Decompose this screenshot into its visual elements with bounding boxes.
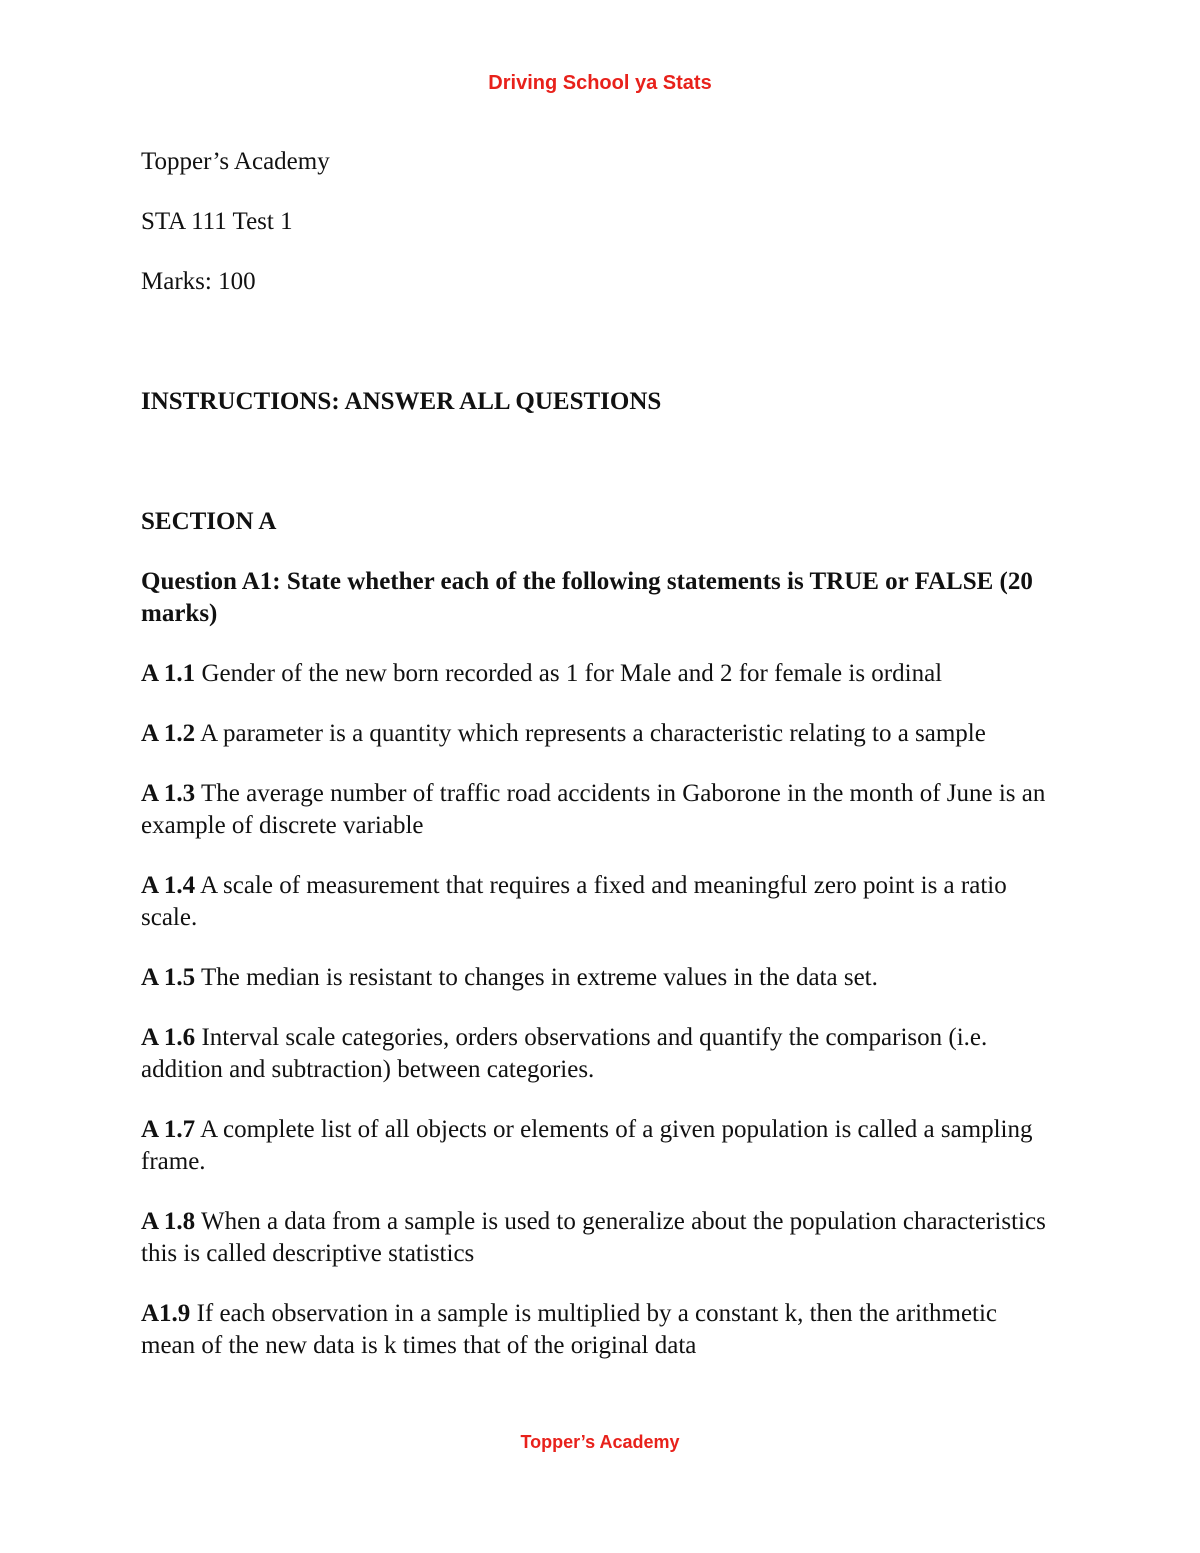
statement-text: A parameter is a quantity which represents a characteristic relating to a sample bbox=[200, 720, 986, 747]
instructions-heading: INSTRUCTIONS: ANSWER ALL QUESTIONS bbox=[141, 388, 662, 415]
statement-text: The median is resistant to changes in extreme values in the data set. bbox=[201, 964, 878, 991]
statement-item bbox=[141, 778, 1051, 842]
statement-number: A 1.4 bbox=[141, 872, 196, 899]
statement-list bbox=[141, 658, 1051, 1362]
statement-item bbox=[141, 870, 1051, 934]
statement-number: A 1.7 bbox=[141, 1116, 196, 1143]
statement-text: A complete list of all objects or elements of a given population is called a sampling frame. bbox=[141, 1116, 1033, 1175]
question-heading: Question A1: State whether each of the following statements is TRUE or FALSE (20 marks) bbox=[141, 568, 1033, 627]
academy-name: Topper’s Academy bbox=[141, 148, 330, 175]
statement-item bbox=[141, 1114, 1051, 1178]
statement-text: If each observation in a sample is multiplied by a constant k, then the arithmetic mean of the new data is k times that of the original data bbox=[141, 1300, 998, 1359]
statement-text: When a data from a sample is used to generalize about the population characteristics this is called descriptive statistics bbox=[141, 1208, 1046, 1267]
statement-item bbox=[141, 1022, 1051, 1086]
statement-item bbox=[141, 658, 1051, 690]
statement-text: A scale of measurement that requires a fixed and meaningful zero point is a ratio scale. bbox=[141, 872, 1007, 931]
statement-item bbox=[141, 718, 1051, 750]
page-header: Driving School ya Stats bbox=[488, 72, 712, 94]
statement-number: A 1.5 bbox=[141, 964, 196, 991]
statement-number: A 1.8 bbox=[141, 1208, 196, 1235]
statement-text: Gender of the new born recorded as 1 for Male and 2 for female is ordinal bbox=[201, 660, 943, 687]
statement-number: A 1.2 bbox=[141, 720, 196, 747]
statement-item bbox=[141, 1206, 1051, 1270]
statement-item bbox=[141, 962, 1051, 994]
statement-number: A 1.3 bbox=[141, 780, 196, 807]
statement-number: A 1.1 bbox=[141, 660, 196, 687]
page-footer: Topper’s Academy bbox=[520, 1432, 680, 1452]
marks-label: Marks: 100 bbox=[141, 268, 256, 295]
section-heading: SECTION A bbox=[141, 508, 277, 535]
statement-text: The average number of traffic road accidents in Gaborone in the month of June is an example of discrete variable bbox=[141, 780, 1046, 839]
statement-number: A 1.6 bbox=[141, 1024, 196, 1051]
document-body bbox=[141, 146, 1051, 1390]
test-title: STA 111 Test 1 bbox=[141, 208, 293, 235]
statement-item bbox=[141, 1298, 1051, 1362]
statement-text: Interval scale categories, orders observations and quantify the comparison (i.e. addition and subtraction) between categories. bbox=[141, 1024, 988, 1083]
statement-number: A1.9 bbox=[141, 1300, 191, 1327]
